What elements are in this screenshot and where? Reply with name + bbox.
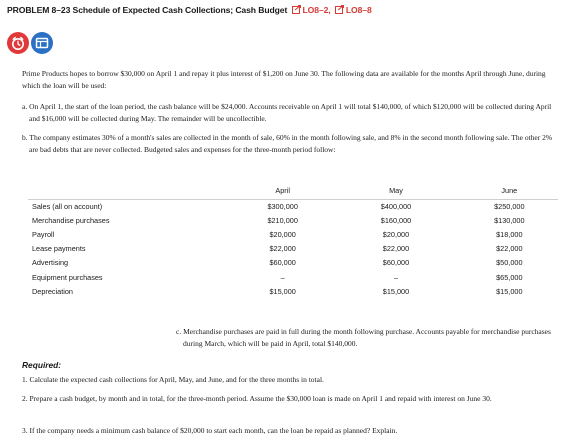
row-label: Merchandise purchases	[32, 215, 110, 225]
cell-value: $250,000	[494, 201, 525, 211]
item-a	[22, 101, 557, 125]
cell-value: $60,000	[382, 258, 410, 268]
item-c-text: Merchandise purchases are paid in full during the month following purchase. Accounts payable for merchandise purchases during March, which will be paid in April, total $140,000.	[183, 327, 551, 348]
row-label: Equipment purchases	[32, 272, 103, 282]
spreadsheet-badge-icon	[31, 32, 53, 54]
cell-value: –	[280, 272, 285, 282]
table-row	[28, 270, 558, 284]
cell-value: $300,000	[267, 201, 298, 211]
problem-title-text: PROBLEM 8–23 Schedule of Expected Cash Collections; Cash Budget	[7, 5, 288, 15]
row-label: Advertising	[32, 258, 69, 268]
budget-table	[28, 184, 558, 298]
cell-value: $130,000	[494, 215, 525, 225]
row-label: Payroll	[32, 229, 55, 239]
item-a-marker: a.	[22, 102, 28, 111]
table-row	[28, 284, 558, 298]
cell-value: $20,000	[382, 229, 410, 239]
item-b-text: The company estimates 30% of a month's sales are collected in the month of sale, 60% in the month following sale, and 8% in the second month following sale. The other 2% are bad debts that are never collected. Budgeted sales and expenses for the three-month period follow:	[29, 133, 553, 154]
column-header-may: May	[347, 184, 444, 199]
column-header-june: June	[461, 184, 558, 199]
required-item-3: 3. If the company needs a minimum cash balance of $20,000 to start each month, can the loan be repaid as planned? Explain.	[22, 426, 398, 435]
cell-value: $65,000	[496, 272, 523, 282]
cell-value: $50,000	[496, 258, 523, 268]
column-header-april: April	[234, 184, 331, 199]
cell-value: $15,000	[269, 286, 296, 296]
required-heading: Required:	[22, 360, 62, 370]
cell-value: $22,000	[496, 244, 523, 254]
table-row	[28, 199, 558, 213]
lo-tag-1[interactable]: LO8–2,	[302, 5, 331, 15]
problem-title	[7, 5, 372, 16]
table-row	[28, 213, 558, 227]
cell-value: $210,000	[267, 215, 298, 225]
row-label: Lease payments	[32, 244, 86, 254]
learning-objective-icon	[335, 5, 345, 16]
cell-value: $20,000	[269, 229, 296, 239]
lo-tag-2[interactable]: LO8–8	[345, 5, 372, 15]
item-c	[176, 326, 561, 350]
table-header-row	[28, 184, 558, 199]
alarm-clock-badge-icon	[7, 32, 29, 54]
table-row	[28, 227, 558, 241]
cell-value: $15,000	[496, 286, 523, 296]
cell-value: $160,000	[380, 215, 412, 225]
item-b-marker: b.	[22, 133, 28, 142]
item-a-text: On April 1, the start of the loan period, the cash balance will be $24,000. Accounts receivable on April 1 will total $140,000, of which $120,000 will be collected during April and $16,000 will be collected during May. The remainder will be uncollectible.	[29, 102, 552, 123]
required-item-2: 2. Prepare a cash budget, by month and in total, for the three-month period. Assume the $30,000 loan is made on April 1 and repaid with interest on June 30.	[22, 394, 492, 403]
cell-value: $400,000	[380, 201, 412, 211]
cell-value: $22,000	[382, 244, 410, 254]
cell-value: $18,000	[496, 229, 523, 239]
cell-value: –	[393, 272, 399, 282]
cell-value: $60,000	[269, 258, 296, 268]
table-row	[28, 256, 558, 270]
header-label-cell	[28, 184, 218, 199]
table-row	[28, 242, 558, 256]
cell-value: $15,000	[382, 286, 410, 296]
row-label: Depreciation	[32, 286, 73, 296]
item-c-marker: c.	[176, 327, 182, 336]
item-b	[22, 132, 557, 156]
row-label: Sales (all on account)	[32, 201, 103, 211]
intro-paragraph: Prime Products hopes to borrow $30,000 on April 1 and repay it plus interest of $1,200 on June 30. The following data are available for the months April through June, during which the loan will be used:	[22, 69, 546, 90]
learning-objective-icon	[292, 5, 302, 16]
required-item-1: 1. Calculate the expected cash collections for April, May, and June, and for the three months in total.	[22, 375, 324, 384]
cell-value: $22,000	[269, 244, 296, 254]
